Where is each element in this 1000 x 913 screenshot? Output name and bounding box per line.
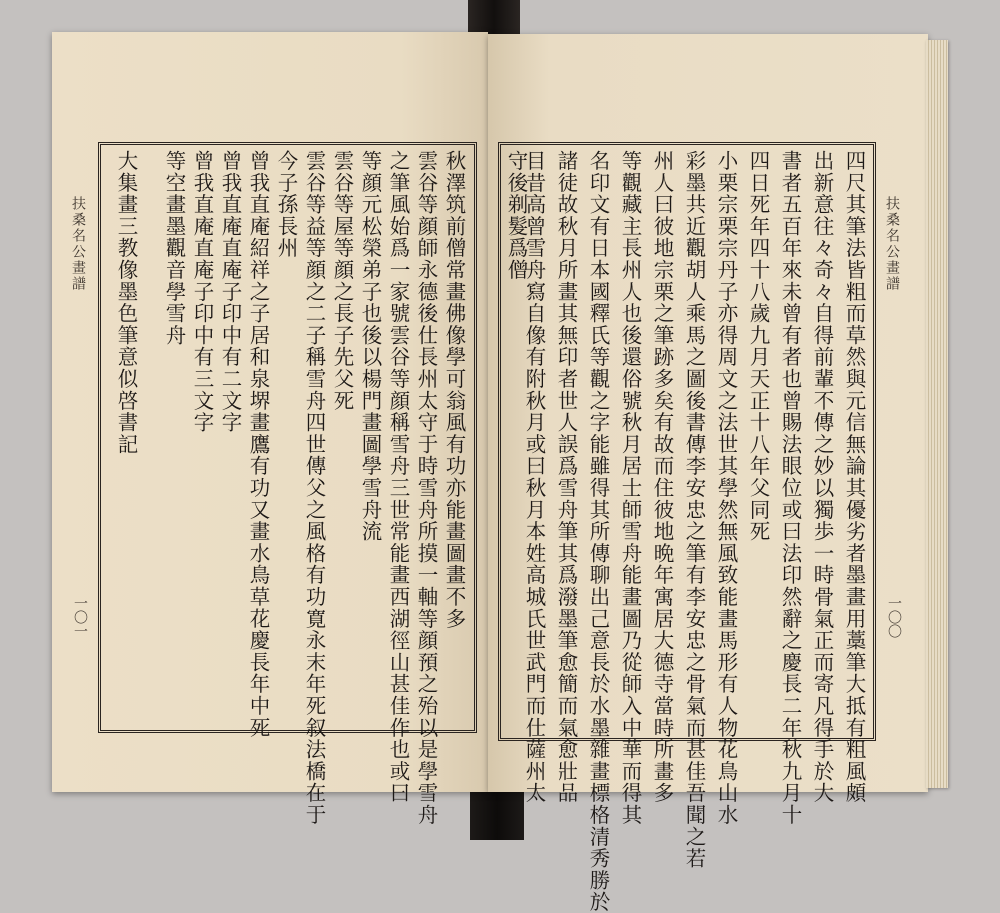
text-column: 小栗宗栗宗丹子亦得周文之法世其學然無風致能畫馬形有人物花鳥山水 bbox=[714, 150, 738, 826]
page-number-right: 一〇〇 bbox=[886, 596, 902, 638]
text-column: 諸徒故秋月所畫其無印者世人誤爲雪舟筆其爲潑墨筆愈簡而氣愈壯品 bbox=[554, 150, 578, 804]
text-column: 曾我直庵紹祥之子居和泉堺畫鷹有功又畫水鳥草花慶長年中死 bbox=[246, 150, 270, 739]
text-column: 雲谷等屋等顔之長子先父死 bbox=[330, 150, 354, 412]
text-column: 之筆風始爲一家號雲谷等顔稱雪舟三世常能畫西湖徑山甚佳作也或曰 bbox=[386, 150, 410, 804]
text-column: 曾我直庵直庵子印中有二文字 bbox=[218, 150, 242, 434]
text-column: 雲谷等顔師永德後仕長州太守于時雪舟所摸一軸等顔預之殆以是學雪舟 bbox=[414, 150, 438, 826]
text-column: 名印文有日本國釋氏等觀之字能雖得其所傳聊出己意長於水墨雜畫標格清秀勝於 bbox=[586, 150, 610, 913]
text-column: 秋澤筑前僧常畫佛像學可翁風有功亦能畫圖畫不多 bbox=[442, 150, 466, 630]
text-column: 今子孫長州 bbox=[274, 150, 298, 259]
text-column: 等顔元松榮弟子也後以楊門畫圖學雪舟流 bbox=[358, 150, 382, 543]
text-column: 大集畫三教像墨色筆意似啓書記 bbox=[114, 150, 138, 456]
text-column: 等觀藏主長州人也後還俗號秋月居士師雪舟能畫圖乃從師入中華而得其 bbox=[618, 150, 642, 826]
text-column: 曾我直庵直庵子印中有三文字 bbox=[190, 150, 214, 434]
text-column: 州人曰彼地宗栗之筆跡多矣有故而住彼地晩年寓居大德寺當時所畫多 bbox=[650, 150, 674, 804]
page-edges bbox=[926, 40, 948, 788]
text-column: 四日死年四十八歲九月天正十八年父同死 bbox=[746, 150, 770, 543]
book-spine-bottom bbox=[470, 792, 524, 840]
text-column: 四尺其筆法皆粗而草然與元信無論其優劣者墨畫用藁筆大抵有粗風頗 bbox=[842, 150, 866, 804]
text-column: 出新意往々奇々自得前輩不傳之妙以獨歩一時骨氣正而寄凡得手於大 bbox=[810, 150, 834, 804]
text-column: 書者五百年來未曾有者也曾賜法眼位或曰法印然辭之慶長二年秋九月十 bbox=[778, 150, 802, 826]
running-title-right: 扶桑名公畫譜 bbox=[884, 196, 900, 292]
text-column: 等空畫墨觀音學雪舟 bbox=[162, 150, 186, 347]
text-column: 守後剃髮爲僧 bbox=[504, 150, 528, 281]
text-column: 目昔高曾雪舟寫自像有附秋月或曰秋月本姓高城氏世武門而仕薩州太 bbox=[522, 150, 546, 804]
text-column: 雲谷等益等顔之二子稱雪舟四世傳父之風格有功寛永末年死叙法橋在于 bbox=[302, 150, 326, 826]
page-number-left: 一〇一 bbox=[72, 596, 88, 638]
running-title-left: 扶桑名公畫譜 bbox=[70, 196, 86, 292]
text-column: 彩墨共近觀胡人乘馬之圖後書傳李安忠之筆有李安忠之骨氣而甚佳吾聞之若 bbox=[682, 150, 706, 870]
